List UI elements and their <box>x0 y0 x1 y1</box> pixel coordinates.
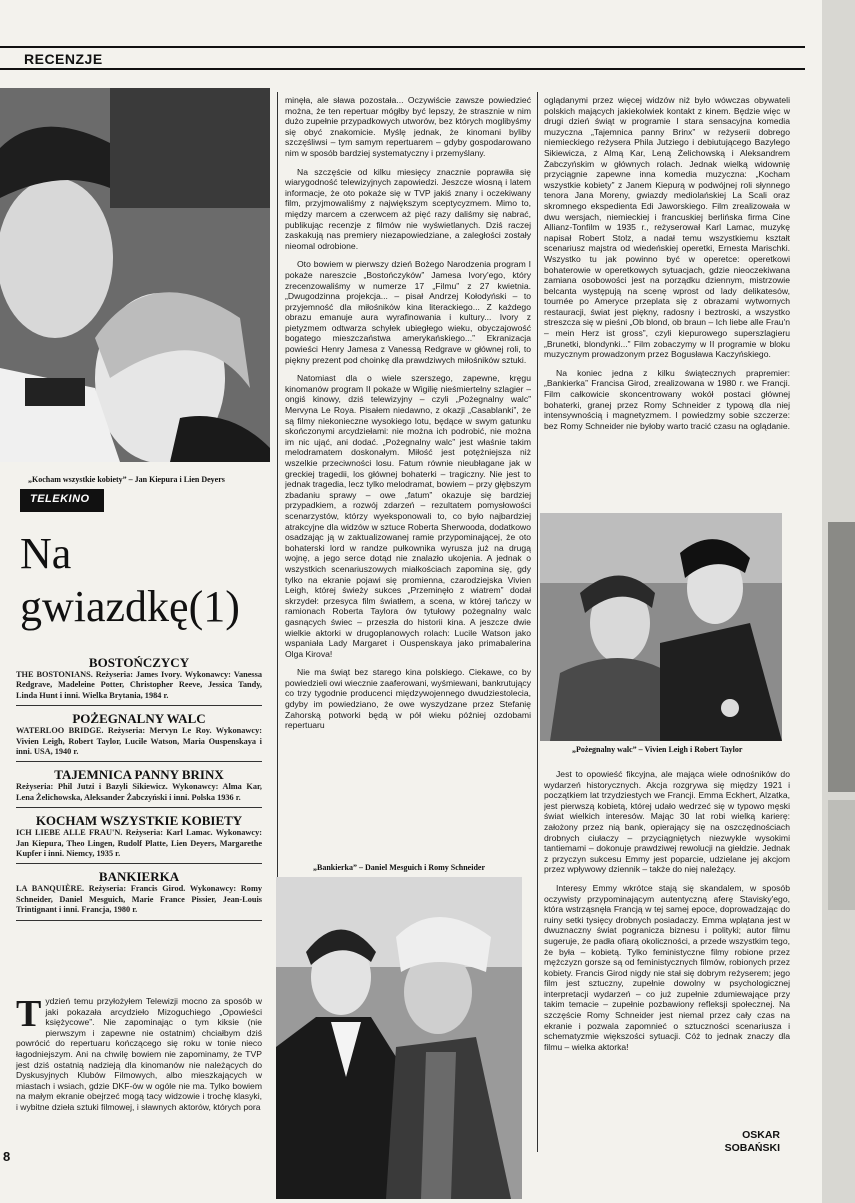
author-last-name: SOBAŃSKI <box>724 1142 780 1154</box>
film-list <box>16 650 262 921</box>
article-column-2 <box>285 95 531 873</box>
photo-kocham-wszystkie-kobiety <box>0 88 270 462</box>
film-credits: ICH LIEBE ALLE FRAU'N. Reżyseria: Karl Lamac. Wykonawcy: Jan Kiepura, Theo Lingen, Rudolf Platte, Lien Deyers, Margarethe Kupfer i inni. Niemcy, 1935 r. <box>16 828 262 859</box>
film-credits: Reżyseria: Phil Jutzi i Bazyli Sikiewicz. Wykonawcy: Alma Kar, Lena Żelichowska, Aleksander Żabczyński i inni. Polska 1936 r. <box>16 782 262 802</box>
author-first-name: OSKAR <box>742 1129 780 1141</box>
headline-line1: Na <box>20 529 72 578</box>
header-rule <box>0 46 805 48</box>
caption-photo3: „Pożegnalny walc” – Vivien Leigh i Robert Taylor <box>572 745 743 754</box>
article-column-3 <box>544 95 790 510</box>
paragraph: Nie ma świąt bez starego kina polskiego. Ciekawe, co by powiedzieli owi wiecznie zaaferowani, wyśmiewani, bankrutujący co trzy tygodnie producenci międzywojennego dwudziestolecia, gdyby im powiedziano, że owe wyszydzane przez Stefanię Zahorską potworki będą w pół wieku później ozdobami repertuaru <box>285 667 531 731</box>
column-divider <box>537 92 538 1152</box>
film-entry <box>16 869 262 920</box>
intro-text: ydzień temu przyłożyłem Telewizji mocno za sposób w jaki pokazała arcydzieło Mizoguchiego „Opowieści księżycowe”. Nie zapominając o tym kiksie (nie pierwszym i zapewne nie ostatnim) chciałbym dziś powrócić do repertuaru kończącego się roku w tonie nieco łagodniejszym. Ani na chwilę bowiem nie zapominamy, że TVP jest dziś ostatnią nadzieją dla kinomanów nie należących do Dyskusyjnych Klubów Filmowych, albo mieszkających w miastach i wsiach, gdzie DKF-ów w ogóle nie ma. Tylko bowiem na małym ekranie obejrzeć mogą tacy widzowie i trochę klasyki, i wybitne dzieła sztuki filmowej, i sławnych aktorów, których pora <box>16 996 262 1112</box>
headline-line2: gwiazdkę(1) <box>20 582 240 631</box>
author-signature <box>700 1129 780 1155</box>
film-credits: LA BANQUIÈRE. Reżyseria: Francis Girod. Wykonawcy: Romy Schneider, Daniel Mesguich, Marie France Pissier, Jean-Louis Trintignant i inni. Francja, 1980 r. <box>16 884 262 915</box>
paragraph: oglądanymi przez więcej widzów niż było wówczas obywateli polskich mających jakiekolwiek kontakt z kinem. Będzie więc w drugi dzień świąt w programie I stara sensacyjna komedia muzyczna „Tajemnica panny Brinx” w reżyserii dobrego niemieckiego reżysera Phila Jutziego i debiutującego Bazylego Sikiewicza, z Almą Kar, Leną Żelichowską i Aleksandrem Żabczyńskim w głównych rolach. Jednak wielką widownię przyciągnie zapewne inna komedia muzyczna: „Kocham wszystkie kobiety” z Janem Kiepurą w podwójnej roli słynnego tenora Jana Moreny, gwiazdy mediolańskiej La Scali oraz skromnego ekspedienta Edi Jaworskiego. Film zrealizowała w dwu wersjach, niemieckiej i francuskiej berlińska firma Cine Allianz-Tonfilm w 1935 r., reżyserował Karl Lamac, muzykę napisał Robert Stolz, a nadał temu wszystkiemu kształt scenariusz majstra od wiedeńskiej operetki, Ernesta Marischki. Wszystko tu jak powinno być w operetce: operetkowi bohaterowie w operetkowych sytuacjach, gdzie nieoczekiwana zamiana osobowości jest na porządku dziennym, mistrzowie belcanta występują na scenę wprost od lady delikatesów, tournée po Ameryce przeplata się z obrazami wytwornych restauracji, świat jest piękny, radosny i beztroski, a wszystko streszcza się w pieśni „Ob blond, ob braun – Ich liebe alle Frau'n – mein Herz ist gross”, czyli kiepurowego superszlagieru „Brunetki, blondynki...” Film zobaczymy w II programie w bloku muzycznym prowadzonym przez Bogusława Kaczyńskiego. <box>544 95 790 360</box>
film-entry <box>16 813 262 864</box>
paragraph: Natomiast dla o wiele szerszego, zapewne, kręgu kinomanów program II pokaże w Wigilię nieśmiertelny szlagier – ongiś kinowy, dziś telewizyjny – czyli „Pożegnalny walc” Mervyna Le Roya. Pisałem niedawno, z okazji „Casablanki”, że są filmy niekonieczne wysokiego lotu, będące w swym gatunku skończonymi arcydziełami: nie można ich podrobić, nie można im nic ująć, ani dodać. „Pożegnalny walc” jest właśnie takim melodramatem doskonałym. Miłość jest potężniejsza niż wszelkie przeciwności losu. Fatum równie nieubłagane jak w greckiej tragedii, los głównej bohaterki – tragiczny. Nie jest to jednak tragedia, lecz tylko melodramat, bowiem – przy głębszym zbadaniu sprawy – owe „fatum” okazuje się bardziej przypadkiem, a rozwój zdarzeń – rezultatem pomysłowości scenarzystów, którzy wyeksponowali to, co było najbardziej atrakcyjne dla widzów w sztuce Roberta Sherwooda, dodatkowo osadzając ją w zaktualizowanej ramie przypominającej, że oto bohaterski lord w randze pułkownika wyrusza już na drugą wojnę, a jego serce dotąd nie znalazło ukojenia. A jednak o wszystkich scenariuszowych miałkościach zapomina się, gdy tylko na ekranie pojawi się promienna, czarodziejska Vivien Leigh, której świeży sukces „Przeminęło z wiatrem” dodał skrzydeł: przesyca film światłem, a scena, w której tańczy w ramionach Roberta Taylora ów tytułowy pożegnalny walc gasnących świec – przeszła do historii kina. A jeszcze dwie wielkie aktorki w drugoplanowych rolach: Lucile Watson jako wspaniała Lady Margaret i Ouspenskaya jako primabalerina Olga Kirova! <box>285 373 531 659</box>
paragraph: Oto bowiem w pierwszy dzień Bożego Narodzenia program I pokaże nareszcie „Bostończyków” Jamesa Ivory'ego, który zrecenzowaliśmy w numerze 17 „Filmu” z 27 kwietnia. „Dwugodzinna projekcja... – pisał Andrzej Kołodyński – to przyjemność dla miłośników kina literackiego... Z każdego obrazu emanuje aura wyrafinowania i kultury... Ivory z pietyzmem odtwarza schyłek ubiegłego wieku, obyczajowość bogatego mieszczaństwa amerykańskiego...” Ekranizacja powieści Henry Jamesa z Vanessą Redgrave w głównej roli, to piękny prezent pod choinkę dla prawdziwych miłośników sztuki. <box>285 259 531 365</box>
film-credits: THE BOSTONIANS. Reżyseria: James Ivory. Wykonawcy: Vanessa Redgrave, Madeleine Potter, Christopher Reeve, Jessica Tandy, Linda Hunt i inni. Wielka Brytania, 1984 r. <box>16 670 262 700</box>
film-entry <box>16 767 262 808</box>
paragraph: Interesy Emmy wkrótce stają się skandalem, w sposób oczywisty przypominającym autentyczną aferę Stavisky'ego, która wstrząsnęła Francją w tej samej epoce, doprowadzając do ruiny setki tysięcy drobnych posiadaczy. Emma wplątana jest w dwuznaczny świat pogranicza biznesu i polityki; autor filmu sugeruje, że padła ofiarą okoliczności, a przede wszystkim tego, że była – kobietą. Tylko feministyczne filmy robione przez mężczyzn gorsze są od feministycznych filmów, robionych przez kobiety. Francis Girod nigdy nie stał się dobrym reżyserem; jego film jest sztuczny, zupełnie dowolny w psychologicznej interpretacji wydarzeń – co już zupełnie zdumiewające przy takim temacie – zupełnie pozbawiony refleksji społecznej. Na szczęście Romy Schneider jest niemal przez cały czas na ekranie i pozwala zapomnieć o sztuczności scenariusza i schematyzmie większości sytuacji. Cóż to jednak znaczy dla filmu – wielka aktorka! <box>544 882 790 1052</box>
film-divider <box>16 761 262 762</box>
film-entry <box>16 711 262 762</box>
telekino-badge: TELEKINO <box>20 489 104 512</box>
edge-strip <box>828 522 855 792</box>
photo-pozegnalny-walc <box>540 513 782 741</box>
paragraph: Jest to opowieść fikcyjna, ale mająca wiele odnośników do wydarzeń historycznych. Akcja rozgrywa się między 1921 i początkiem lat trzydziestych we Francji. Emma Eckhert, Alzatka, jest pierwszą kobietą, której udało wedrzeć się w typowo męski świat wielkich interesów. Mając 30 lat robi wielką karierę: założony przez nią bank, opierający się na oszczędnościach drobnych ciułaczy – przyciągniętych niezwykle wysokimi tantiemami – dokonuje prawdziwej rewolucji na giełdzie. Jednak z przyczyn sukcesu Emmy jest poparcie, udzielane jej akcjom przez wpływowy dziennik – także do niej należący. <box>544 769 790 875</box>
paragraph: minęła, ale sława pozostała... Oczywiście zawsze powiedzieć można, że ten repertuar mógłby być lepszy, że strasznie w nim dużo zupełnie przypadkowych utworów, bez których moglibyśmy się obyć znakomicie. Myślę jednak, że kinomani byliby szczęśliwsi – tym samym repertuarem – gdyby gospodarowano nim w sposób bardziej systematyczny i przemyślany. <box>285 95 531 158</box>
film-title: KOCHAM WSZYSTKIE KOBIETY <box>35 813 243 829</box>
film-title: POŻEGNALNY WALC <box>72 711 206 727</box>
caption-photo1: „Kocham wszystkie kobiety” – Jan Kiepura i Lien Deyers <box>28 475 225 484</box>
drop-cap: T <box>16 996 42 1035</box>
photo-bankierka <box>276 877 522 1199</box>
adjacent-page-edge <box>822 0 855 1203</box>
header-rule-bottom <box>0 68 805 70</box>
film-title: TAJEMNICA PANNY BRINX <box>54 767 224 783</box>
section-label: RECENZJE <box>24 51 103 67</box>
film-divider <box>16 863 262 864</box>
article-column-3-continued <box>544 769 790 1129</box>
film-divider <box>16 705 262 706</box>
paragraph: Na koniec jedna z kilku świątecznych prapremier: „Bankierka” Francisa Girod, zrealizowana w 1980 r. we Francji. Film całkowicie skoncentrowany wokół postaci głównej bohaterki, granej przez Romy Schneider z typową dla niej intensywnością i magnetyzmem. I powiedzmy sobie szczerze: bez Romy Schneider nie byłoby warto tracić czasu na oglądanie. <box>544 367 790 431</box>
film-title: BANKIERKA <box>98 869 180 885</box>
page-number: 8 <box>3 1149 11 1164</box>
article-intro <box>16 996 262 1144</box>
edge-strip <box>828 800 855 910</box>
film-entry <box>16 655 262 706</box>
film-divider <box>16 920 262 921</box>
film-divider <box>16 807 262 808</box>
paragraph: Na szczęście od kilku miesięcy znacznie poprawiła się wiarygodność telewizyjnych zapowiedzi. Jeszcze wiosną i latem informacje, że oto pokaże się w TVP jakiś znany i oczekiwany film, przyjmowaliśmy z największym sceptycyzmem. Mimo to, między marcem a czerwcem aż pięć razy daliśmy się nabrać, publikując recenzje z filmów nie wyświetlanych. Dziś raczej zaskakują nas premiery niezapowiedziane, a zaległości zostały nieomal odrobione. <box>285 166 531 251</box>
film-credits: WATERLOO BRIDGE. Reżyseria: Mervyn Le Roy. Wykonawcy: Vivien Leigh, Robert Taylor, Lucile Watson, Maria Ouspenskaya i inni. USA, 1940 r. <box>16 726 262 757</box>
film-title: BOSTOŃCZYCY <box>88 655 190 670</box>
caption-photo2: „Bankierka” – Daniel Mesguich i Romy Schneider <box>313 863 486 872</box>
